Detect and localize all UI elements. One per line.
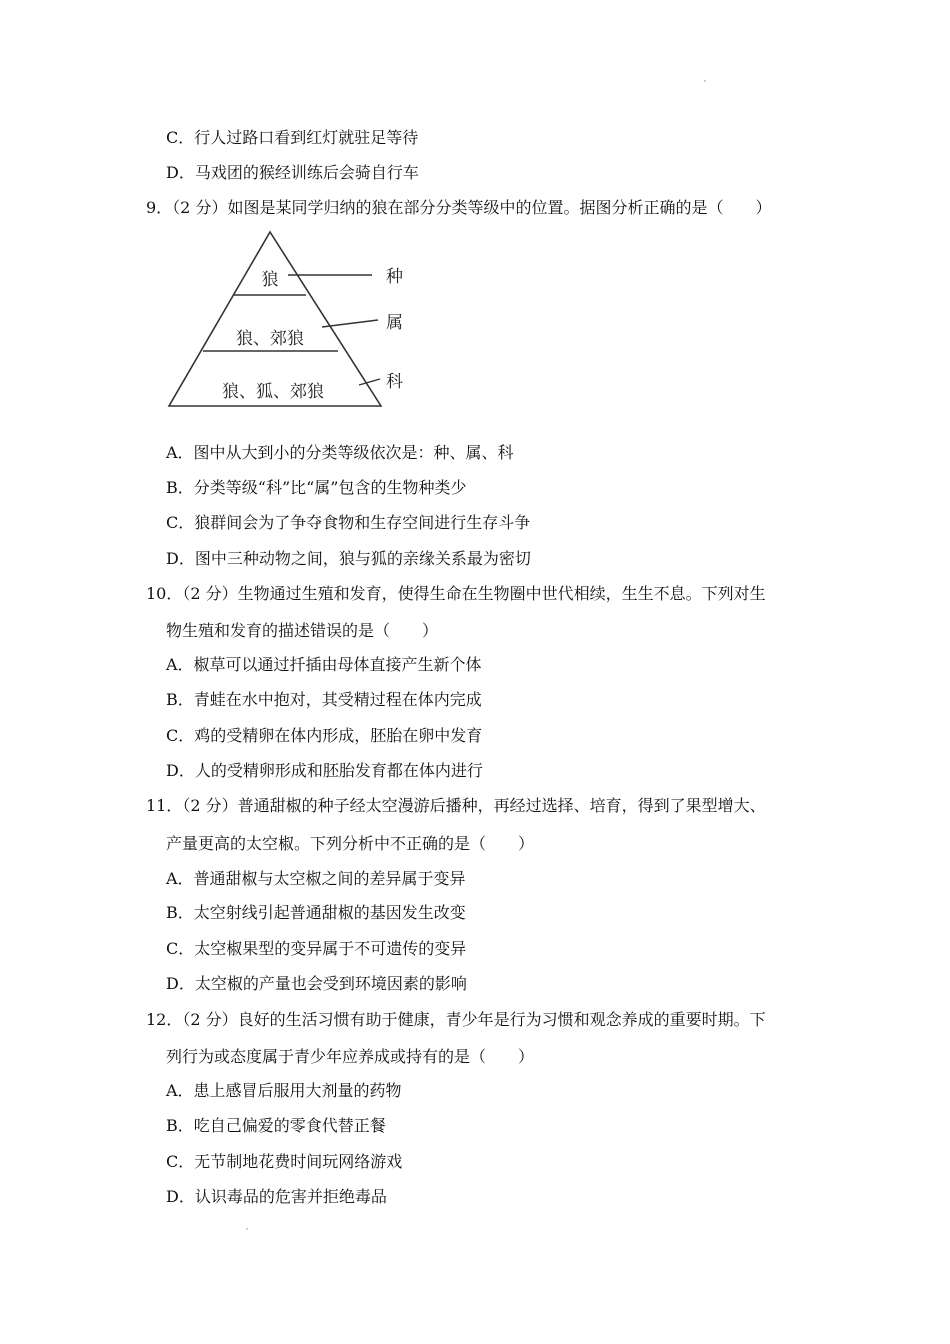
pyramid-svg	[160, 226, 420, 412]
label-species: 种	[386, 267, 403, 287]
q12-option-d[interactable]: D．认识毒品的危害并拒绝毒品	[166, 1187, 387, 1206]
q9-option-c[interactable]: C．狼群间会为了争夺食物和生存空间进行生存斗争	[166, 513, 531, 532]
leader-line-genus	[322, 320, 378, 327]
q11-option-a[interactable]: A．普通甜椒与太空椒之间的差异属于变异	[166, 869, 466, 888]
label-genus: 属	[386, 313, 403, 333]
q12-option-b[interactable]: B．吃自己偏爱的零食代替正餐	[166, 1116, 386, 1135]
q10-stem-line2: 物生殖和发育的描述错误的是（ ）	[166, 621, 439, 640]
q9-option-a[interactable]: A．图中从大到小的分类等级依次是：种、属、科	[166, 443, 514, 462]
q10-option-d[interactable]: D．人的受精卵形成和胚胎发育都在体内进行	[166, 761, 483, 780]
q11-option-b[interactable]: B．太空射线引起普通甜椒的基因发生改变	[166, 903, 466, 922]
pyramid-outline	[169, 232, 381, 406]
leader-line-family	[359, 379, 380, 385]
q8-option-d[interactable]: D．马戏团的猴经训练后会骑自行车	[166, 163, 419, 182]
q10-option-c[interactable]: C．鸡的受精卵在体内形成，胚胎在卵中发育	[166, 726, 483, 745]
q12-stem-line2: 列行为或态度属于青少年应养成或持有的是（ ）	[166, 1047, 535, 1066]
q11-stem-line1: 11．（2 分）普通甜椒的种子经太空漫游后播种，再经过选择、培育，得到了果型增大、	[146, 796, 766, 815]
q9-stem: 9．（2 分）如图是某同学归纳的狼在部分分类等级中的位置。据图分析正确的是（ ）	[146, 198, 772, 217]
q11-stem-line2: 产量更高的太空椒。下列分析中不正确的是（ ）	[166, 834, 535, 853]
pyramid-tier-family: 狼、狐、郊狼	[222, 382, 324, 402]
q12-option-c[interactable]: C．无节制地花费时间玩网络游戏	[166, 1152, 403, 1171]
q9-option-b[interactable]: B．分类等级“科”比“属”包含的生物种类少	[166, 478, 467, 497]
q11-option-c[interactable]: C．太空椒果型的变异属于不可遗传的变异	[166, 939, 467, 958]
classification-pyramid-figure	[160, 226, 420, 412]
label-family: 科	[386, 372, 403, 392]
pyramid-tier-species: 狼	[261, 270, 279, 290]
q10-option-a[interactable]: A．椒草可以通过扦插由母体直接产生新个体	[166, 655, 482, 674]
q10-option-b[interactable]: B．青蛙在水中抱对，其受精过程在体内完成	[166, 690, 482, 709]
speck-top	[704, 80, 706, 82]
q8-option-c[interactable]: C．行人过路口看到红灯就驻足等待	[166, 128, 419, 147]
q10-stem-line1: 10．（2 分）生物通过生殖和发育，使得生命在生物圈中世代相续，生生不息。下列对生	[146, 584, 766, 603]
q12-stem-line1: 12．（2 分）良好的生活习惯有助于健康，青少年是行为习惯和观念养成的重要时期。下	[146, 1010, 766, 1029]
q12-option-a[interactable]: A．患上感冒后服用大剂量的药物	[166, 1081, 402, 1100]
q11-option-d[interactable]: D．太空椒的产量也会受到环境因素的影响	[166, 974, 467, 993]
q9-option-d[interactable]: D．图中三种动物之间，狼与狐的亲缘关系最为密切	[166, 549, 531, 568]
speck-bottom	[246, 1228, 248, 1230]
pyramid-tier-genus: 狼、郊狼	[236, 329, 304, 349]
